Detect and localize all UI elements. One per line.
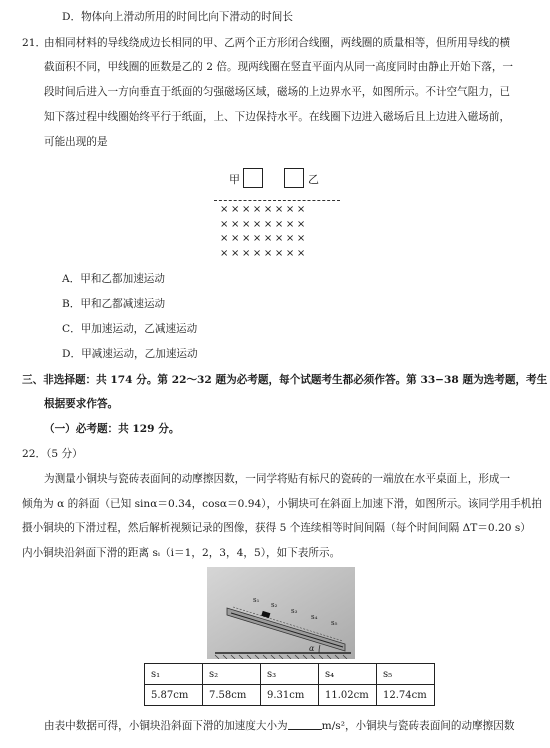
photo-label-alpha: α (309, 644, 315, 653)
photo-label-s1: s₁ (253, 596, 260, 604)
section3-heading: 三、非选择题：共 174 分。第 22～32 题为必考题，每个试题考生都必须作答。第 33−38 题为选考题，考生 (22, 374, 548, 386)
q22-header: 22．（5 分） (22, 448, 83, 460)
table-row (145, 685, 435, 706)
field-row: ×××××××× (220, 247, 308, 259)
photo-label-s5: s₅ (331, 619, 338, 627)
magnetic-field (220, 203, 308, 261)
q22-line-3: 摄小铜块的下滑过程，然后解析视频记录的图像，获得 5 个连续相等时间间隔（每个时间间隔 ΔT＝0.20 s） (22, 522, 531, 534)
table-value-s5: 12.74cm (377, 685, 435, 706)
label-yi: 乙 (308, 173, 319, 186)
q21-line-3: 段时间后进入一方向垂直于纸面的匀强磁场区域，磁场的上边界水平，如图所示。不计空气阻力，已 (44, 86, 511, 98)
table-header-s2: s₂ (203, 664, 261, 685)
answer-blank (288, 718, 322, 730)
table-header-s3: s₃ (261, 664, 319, 685)
photo-label-s3: s₃ (291, 607, 298, 615)
q21-option-a: A．甲和乙都加速运动 (62, 273, 165, 285)
q21-number: 21． (22, 37, 47, 49)
q21-line-4: 知下落过程中线圈始终平行于纸面，上、下边保持水平。在线圈下边进入磁场后且上边进入磁场前， (44, 111, 511, 123)
table-value-s3: 9.31cm (261, 685, 319, 706)
q22-line-4: 内小铜块沿斜面下滑的距离 sᵢ（i＝1，2，3，4，5），如下表所示。 (22, 547, 341, 559)
q21-option-c: C．甲加速运动，乙减速运动 (62, 323, 198, 335)
q21-line-5: 可能出现的是 (44, 136, 108, 148)
table-row (145, 664, 435, 685)
q21-line-2: 截面积不同，甲线圈的匝数是乙的 2 倍。现两线圈在竖直平面内从同一高度同时由静止开始下落，一 (44, 61, 514, 73)
field-row: ×××××××× (220, 204, 308, 215)
coil-yi (284, 168, 304, 188)
field-row: ×××××××× (220, 233, 308, 244)
q22-line-1: 为测量小铜块与瓷砖表面间的动摩擦因数，一同学将贴有标尺的瓷砖的一端放在水平桌面上，形成一 (44, 473, 511, 485)
q21-line-1: 由相同材料的导线绕成边长相同的甲、乙两个正方形闭合线圈，两线圈的质量相等，但所用导线的横 (44, 37, 511, 49)
field-row: ×××××××× (220, 218, 308, 230)
incline-photo (207, 567, 355, 659)
q22-last-text-a: 由表中数据可得，小铜块沿斜面下滑的加速度大小为 (44, 720, 288, 732)
table-header-s5: s₅ (377, 664, 435, 685)
section3-heading-cont: 根据要求作答。 (44, 398, 119, 410)
distance-table (144, 663, 435, 706)
q22-last-text-b: ，小铜块与瓷砖表面间的动摩擦因数 (344, 720, 515, 732)
photo-label-s4: s₄ (311, 613, 318, 621)
table-header-s4: s₄ (319, 664, 377, 685)
q20-option-d: D．物体向上滑动所用的时间比向下滑动的时间长 (62, 11, 293, 23)
q22-last-line (44, 718, 514, 733)
label-jia: 甲 (229, 173, 240, 186)
q21-option-b: B．甲和乙都减速运动 (62, 298, 166, 310)
q21-option-d: D．甲减速运动，乙加速运动 (62, 348, 198, 360)
q22-unit: m/s² (321, 720, 345, 732)
coil-jia (243, 168, 263, 188)
table-value-s2: 7.58cm (203, 685, 261, 706)
q22-line-2: 倾角为 α 的斜面（已知 sinα＝0.34，cosα＝0.94），小铜块可在斜面上加速下滑，如图所示。该同学用手机拍 (22, 498, 542, 510)
section3-sub: （一）必考题：共 129 分。 (44, 423, 180, 435)
table-value-s1: 5.87cm (145, 685, 203, 706)
photo-label-s2: s₂ (271, 601, 278, 609)
field-boundary (214, 200, 340, 201)
table-value-s4: 11.02cm (319, 685, 377, 706)
table-header-s1: s₁ (145, 664, 203, 685)
